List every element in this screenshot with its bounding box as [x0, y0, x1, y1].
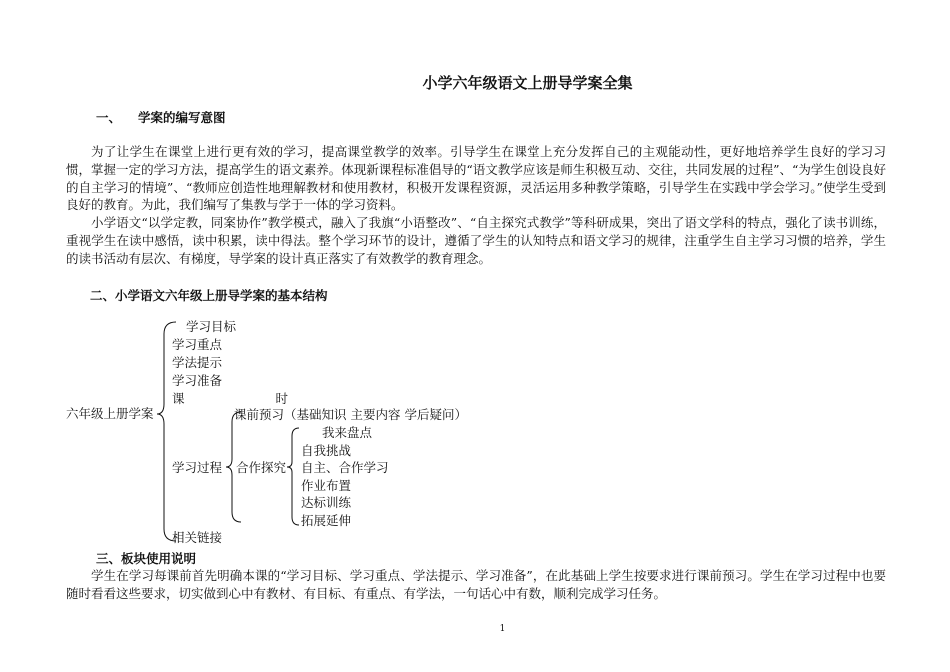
diagram-related-links: 相关链接 — [172, 530, 223, 545]
diagram-preview-label: 课前预习（基础知识 主要内容 学后疑问） — [234, 407, 467, 422]
diagram-inquiry-item-1: 我来盘点 — [322, 425, 373, 440]
diagram-item-preparation: 学习准备 — [172, 373, 223, 388]
section-1-number: 一、 — [96, 110, 122, 125]
diagram-inquiry-item-2: 自我挑战 — [301, 443, 352, 458]
diagram-root-label: 六年级上册学案 — [66, 406, 154, 421]
diagram-item-method-tips: 学法提示 — [172, 355, 223, 370]
diagram-item-learning-focus: 学习重点 — [172, 337, 223, 352]
section-1-heading: 学案的编写意图 — [138, 110, 226, 125]
section-3-paragraph: 学生在学习每课前首先明确本课的“学习目标、学习重点、学法提示、学习准备”，在此基础上学生按要求进行课前预习。学生在学习过程中也要随时看看这些要求，切实做到心中有教材、有目标、有重点、有学法，一句话心中有数，顺利完成学习任务。 — [66, 568, 886, 601]
diagram-inquiry-item-3: 自主、合作学习 — [301, 460, 389, 475]
section-2-heading: 二、小学语文六年级上册导学案的基本结构 — [90, 288, 328, 303]
inquiry-brace — [287, 428, 299, 525]
section-3-heading: 三、板块使用说明 — [96, 551, 197, 566]
diagram-inquiry-item-6: 拓展延伸 — [301, 513, 352, 528]
page-number: 1 — [499, 624, 506, 634]
section-1-paragraph-1: 为了让学生在课堂上进行更有效的学习，提高课堂教学的效率。引导学生在课堂上充分发挥自己的主观能动性，更好地培养学生良好的学习习惯，掌握一定的学习方法，提高学生的语文素养。体现新课程标准倡导的“语文教学应该是师生积极互动、交往，共同发展的过程”、“为学生创设良好的自主学习的情境”、“教师应创造性地理解教材和使用教材，积极开发课程资源，灵活运用多种教学策略，引导学生在实践中学会学习。”使学生受到良好的教育。为此，我们编写了集教与学于一体的学习资料。 — [66, 144, 886, 213]
diagram-item-class-hours: 课 时 — [172, 391, 311, 406]
diagram-process-label: 学习过程 — [172, 460, 223, 475]
diagram-item-learning-goals: 学习目标 — [186, 319, 237, 334]
section-1-paragraph-2: 小学语文“以学定教，同案协作”教学模式，融入了我旗“小语整改”、“自主探究式教学”等科研成果，突出了语文学科的特点，强化了读书训练，重视学生在读中感悟，读中积累，读中得法。整个学习环节的设计，遵循了学生的认知特点和语文学习的规律，注重学生自主学习习惯的培养，学生的读书活动有层次、有梯度，导学案的设计真正落实了有效教学的教育理念。 — [66, 215, 886, 266]
diagram-inquiry-item-5: 达标训练 — [301, 495, 352, 510]
document-title: 小学六年级语文上册导学案全集 — [422, 74, 633, 92]
diagram-inquiry-label: 合作探究 — [236, 460, 287, 475]
diagram-inquiry-item-4: 作业布置 — [301, 478, 352, 493]
